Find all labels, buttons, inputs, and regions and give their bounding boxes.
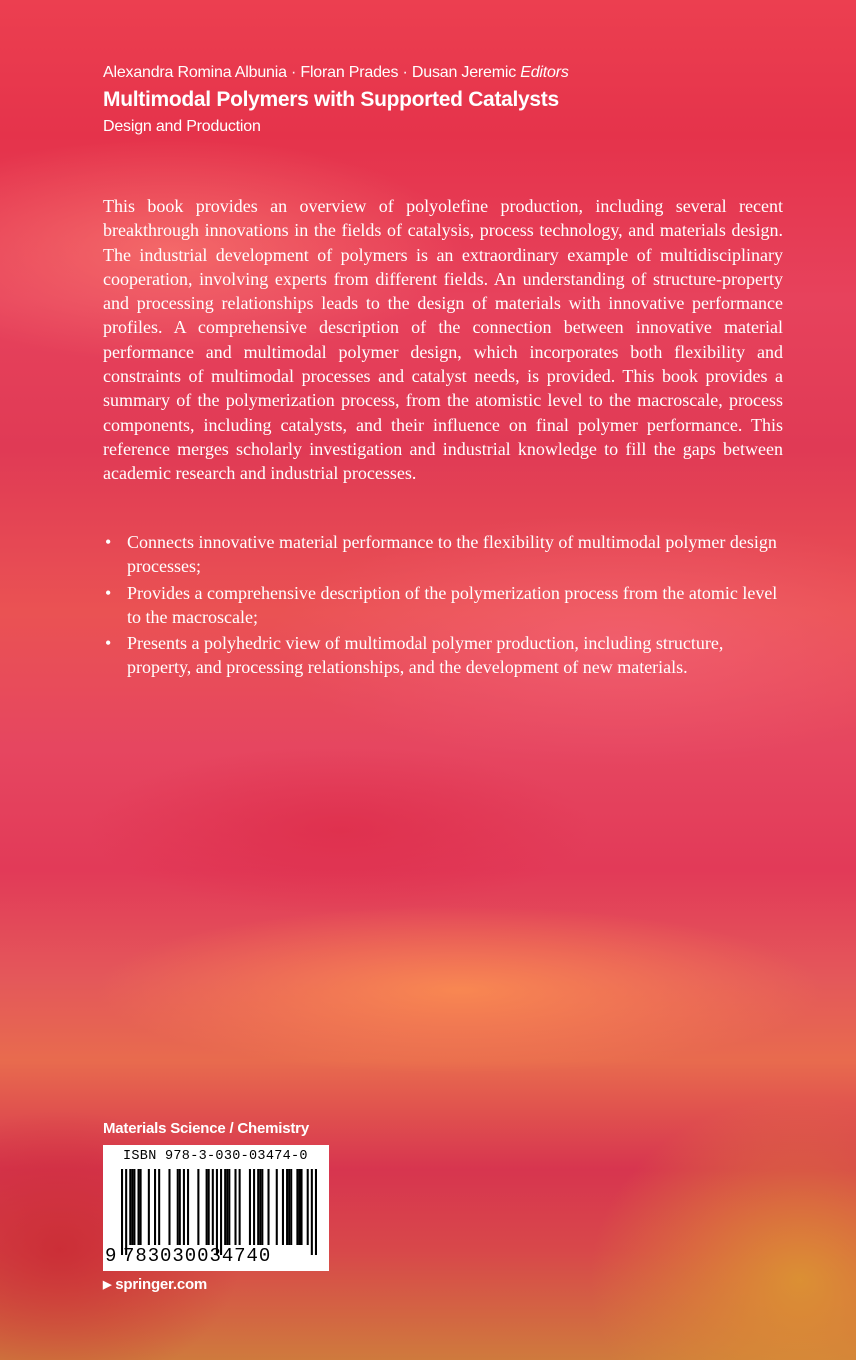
barcode-bar [168, 1169, 170, 1245]
barcode-bar [197, 1169, 199, 1245]
barcode-bar [216, 1169, 218, 1255]
barcode-bar [286, 1169, 288, 1245]
barcode-bar [249, 1169, 251, 1245]
barcode-bar [129, 1169, 131, 1245]
bullet-icon: • [105, 633, 112, 654]
barcode-bar [154, 1169, 156, 1245]
barcode-bar [224, 1169, 226, 1245]
feature-list [103, 530, 783, 682]
barcode-bar [276, 1169, 278, 1245]
subject-category: Materials Science / Chemistry [103, 1120, 309, 1137]
barcode-bar [158, 1169, 160, 1245]
barcode-bar [187, 1169, 189, 1245]
feature-text: Connects innovative material performance to the flexibility of multimodal polymer design processes; [127, 532, 777, 577]
publisher-website[interactable] [103, 1276, 207, 1293]
barcode-bar [148, 1169, 150, 1245]
feature-item [103, 631, 783, 680]
book-subtitle: Design and Production [103, 118, 261, 135]
barcode-bar [307, 1169, 309, 1245]
barcode-bar [239, 1169, 241, 1245]
barcode-bar [282, 1169, 284, 1245]
barcode-bar [315, 1169, 317, 1255]
barcode-bar [131, 1169, 133, 1245]
barcode-bar [125, 1169, 127, 1255]
isbn-label: ISBN 978-3-030-03474-0 [123, 1149, 308, 1164]
barcode-bar [298, 1169, 300, 1245]
barcode-bar [133, 1169, 135, 1245]
barcode-bar [311, 1169, 313, 1255]
barcode-bar [261, 1169, 263, 1245]
barcode-bar [228, 1169, 230, 1245]
editors-role: Editors [520, 64, 569, 81]
barcode-bar [288, 1169, 290, 1245]
barcode-bar [138, 1169, 140, 1245]
barcode-bar [208, 1169, 210, 1245]
barcode-bar [179, 1169, 181, 1245]
arrow-right-icon: ▶ [103, 1279, 112, 1291]
bullet-icon: • [105, 582, 112, 603]
barcode-bar [253, 1169, 255, 1245]
barcode-bar [300, 1169, 302, 1245]
book-description: This book provides an overview of polyolefine production, including several recent breakthrough innovations in the fields of catalysis, process technology, and materials design. The industrial development of polymers is an extraordinary example of multidisciplinary cooperation, involving experts from different fields. An understanding of structure-property and processing relationships leads to the design of materials with innovative performance profiles. A comprehensive description of the connection between innovative material performance and multimodal polymer design, which incorporates both flexibility and constraints of multimodal processes and catalyst needs, is provided. This book provides a summary of the polymerization process, from the atomistic level to the macroscale, process components, including catalysts, and their influence on final polymer performance. This reference merges scholarly investigation and industrial knowledge to fill the gaps between academic research and industrial processes. [103, 196, 783, 484]
ean-rest-digits: 783030034740 [123, 1245, 272, 1267]
barcode-bar [177, 1169, 179, 1245]
editors-line [103, 62, 569, 84]
barcode-bar [234, 1169, 236, 1245]
ean-first-digit: 9 [105, 1245, 117, 1267]
barcode-bar [206, 1169, 208, 1245]
feature-text: Provides a comprehensive description of the polymerization process from the atomic level to the macroscale; [127, 582, 778, 627]
barcode-bars [121, 1169, 317, 1255]
barcode-bar [220, 1169, 222, 1255]
barcode-bar [226, 1169, 228, 1245]
barcode-bar [296, 1169, 298, 1245]
website-text: springer.com [115, 1276, 208, 1293]
barcode-bar [140, 1169, 142, 1245]
editors-names: Alexandra Romina Albunia · Floran Prades · Dusan Jeremic [103, 64, 516, 81]
feature-text: Presents a polyhedric view of multimodal polymer production, including structure, property, and processing relationships, and the development of new materials. [127, 633, 724, 678]
barcode-bar [212, 1169, 214, 1245]
barcode-bar [121, 1169, 123, 1255]
barcode-bar [257, 1169, 259, 1245]
barcode-bar [183, 1169, 185, 1245]
feature-item [103, 530, 783, 579]
book-title: Multimodal Polymers with Supported Catalysts [103, 88, 559, 111]
cover-header [103, 62, 569, 138]
barcode-bar [267, 1169, 269, 1245]
bullet-icon: • [105, 532, 112, 552]
barcode-bar [290, 1169, 292, 1245]
feature-item [103, 581, 783, 630]
isbn-barcode [103, 1145, 329, 1271]
barcode-bar [259, 1169, 261, 1245]
